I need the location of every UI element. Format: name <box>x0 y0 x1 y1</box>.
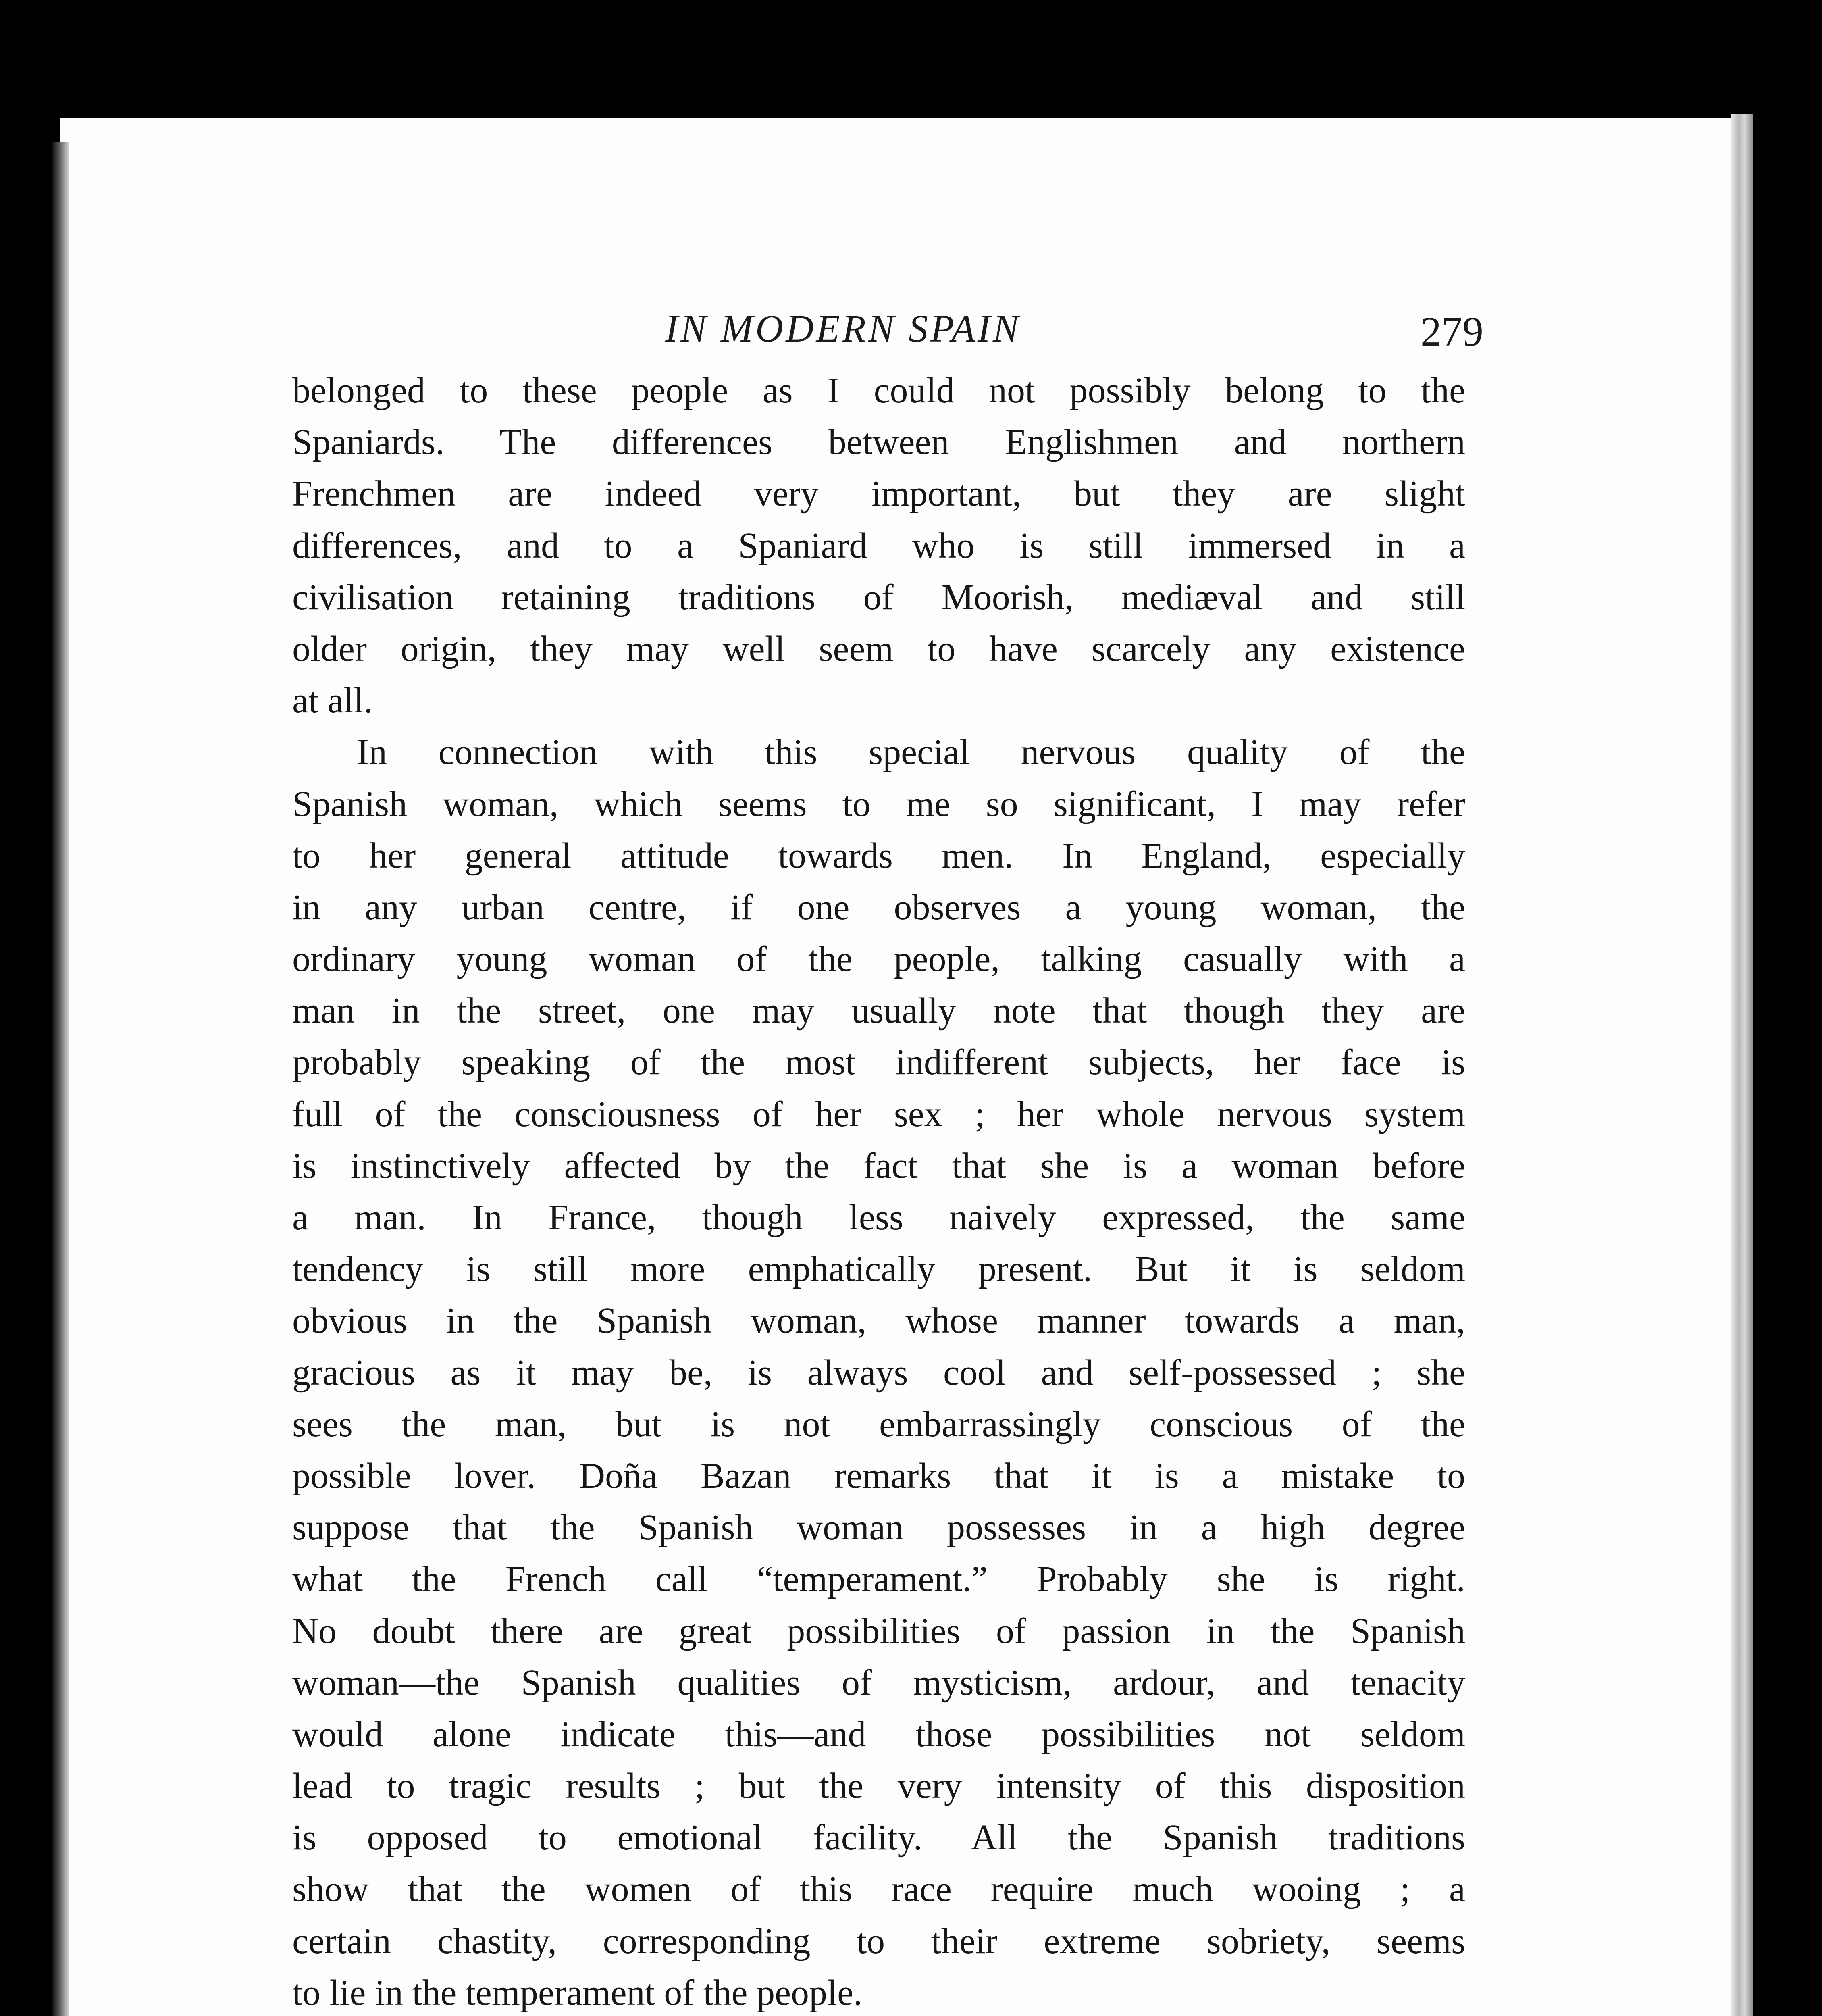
text-line-20: gracious as it may be, is always cool and self-possessed ; she <box>292 1352 1465 1393</box>
text-line-2: Spaniards. The differences between Englishmen and northern <box>292 422 1465 462</box>
text-line-17: a man. In France, though less naively expressed, the same <box>292 1198 1465 1237</box>
text-line-24: what the French call “temperament.” Probably she is right. <box>292 1559 1465 1599</box>
text-line-10: to her general attitude towards men. In England, especially <box>292 835 1465 876</box>
text-line-3: Frenchmen are indeed very important, but they are slight <box>292 474 1465 514</box>
body-text <box>292 365 1465 2016</box>
text-line-23: suppose that the Spanish woman possesses in a high degree <box>292 1508 1465 1548</box>
text-line-30: show that the women of this race require much wooing ; a <box>292 1869 1465 1910</box>
text-line-5: civilisation retaining traditions of Moorish, mediæval and still <box>292 577 1465 617</box>
page-number: 279 <box>1421 308 1483 355</box>
text-line-19: obvious in the Spanish woman, whose manner towards a man, <box>292 1301 1465 1341</box>
text-line-11: in any urban centre, if one observes a young woman, the <box>292 887 1465 927</box>
text-line-4: differences, and to a Spaniard who is still immersed in a <box>292 525 1465 566</box>
text-line-15: full of the consciousness of her sex ; her whole nervous system <box>292 1094 1465 1134</box>
text-line-18: tendency is still more emphatically present. But it is seldom <box>292 1249 1465 1289</box>
text-line-8: In connection with this special nervous quality of the <box>357 732 1465 773</box>
text-line-27: would alone indicate this—and those possibilities not seldom <box>292 1714 1465 1754</box>
text-line-1: belonged to these people as I could not possibly belong to the <box>292 371 1465 410</box>
text-line-6: older origin, they may well seem to have scarcely any existence <box>292 629 1465 669</box>
text-line-26: woman—the Spanish qualities of mysticism, ardour, and tenacity <box>292 1662 1465 1703</box>
text-line-32: to lie in the temperament of the people. <box>292 1972 863 2013</box>
text-line-29: is opposed to emotional facility. All the Spanish traditions <box>292 1818 1465 1858</box>
text-line-31: certain chastity, corresponding to their extreme sobriety, seems <box>292 1921 1465 1961</box>
text-line-28: lead to tragic results ; but the very intensity of this disposition <box>292 1766 1465 1806</box>
running-title: IN MODERN SPAIN <box>665 307 1021 350</box>
text-line-9: Spanish woman, which seems to me so significant, I may refer <box>292 784 1465 824</box>
text-line-21: sees the man, but is not embarrassingly conscious of the <box>292 1404 1465 1444</box>
text-line-25: No doubt there are great possibilities of passion in the Spanish <box>292 1611 1465 1651</box>
text-line-12: ordinary young woman of the people, talking casually with a <box>292 939 1465 979</box>
text-line-16: is instinctively affected by the fact that she is a woman before <box>292 1145 1465 1186</box>
text-line-7: at all. <box>292 681 373 721</box>
running-head <box>234 298 1483 359</box>
text-line-14: probably speaking of the most indifferent subjects, her face is <box>292 1042 1465 1083</box>
text-line-13: man in the street, one may usually note that though they are <box>292 991 1465 1031</box>
text-line-22: possible lover. Doña Bazan remarks that it is a mistake to <box>292 1456 1465 1496</box>
